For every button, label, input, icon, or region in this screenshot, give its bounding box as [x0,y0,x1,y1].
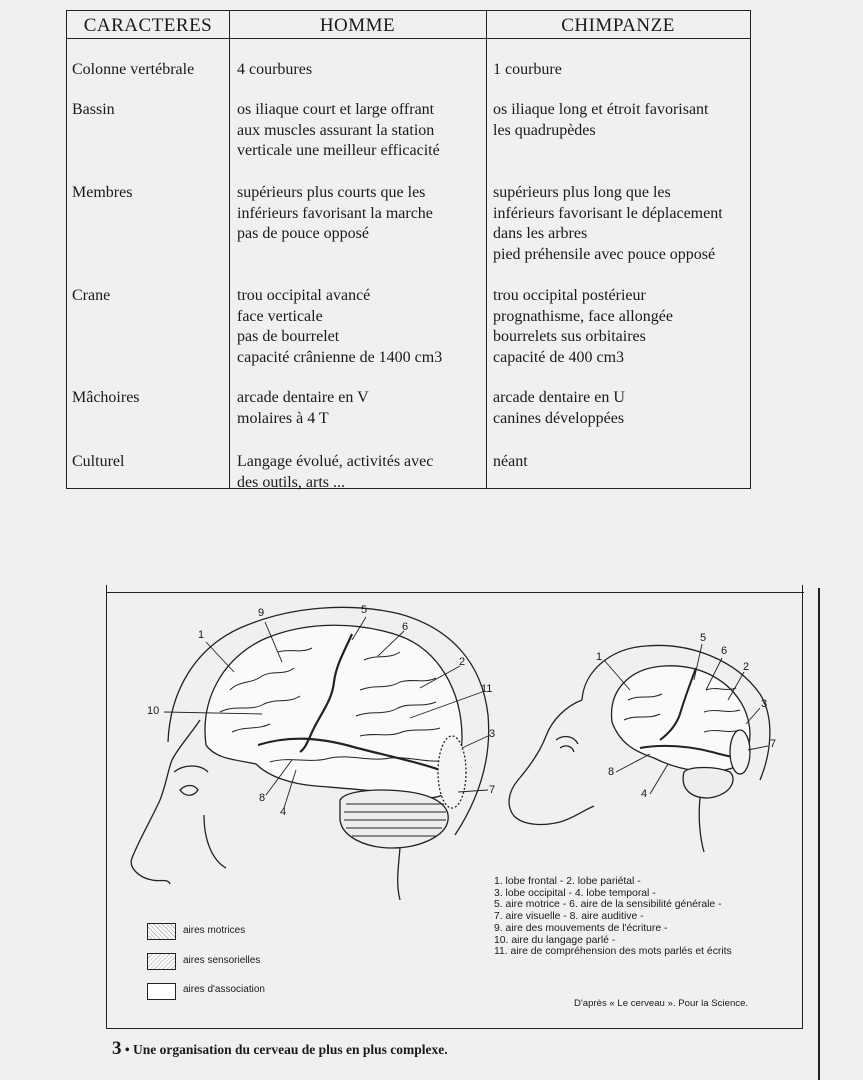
homme-bassin: os iliaque court et large offrant aux muscles assurant la station verticale une meilleur efficacité [237,101,440,160]
chimp-cerebellum [683,768,733,799]
human-label-8: 8 [259,792,266,804]
homme-machoires: arcade dentaire en V molaires à 4 T [237,389,369,427]
header-caracteres: CARACTERES [83,15,213,36]
chimp-machoires: arcade dentaire en U canines développées [493,389,625,427]
row-label-machoires: Mâchoires [72,389,140,406]
row-label-culturel: Culturel [72,453,125,470]
chimp-label-1: 1 [596,651,603,663]
legend-label-association: aires d'association [183,984,265,995]
chimp-label-4: 4 [641,788,648,800]
human-head-drawing [131,607,488,900]
chimp-label-8: 8 [608,766,615,778]
legend-label-motrices: aires motrices [183,925,246,936]
homme-culturel: Langage évolué, activités avec des outils, arts ... [237,453,434,491]
legend-swatch-sensorielles [147,953,176,970]
human-label-3: 3 [489,728,496,740]
chimp-eye-icon [560,746,574,752]
row-label-crane: Crane [72,287,111,304]
homme-colonne: 4 courbures [237,61,313,78]
header-chimpanze: CHIMPANZE [561,15,675,36]
row-label-colonne: Colonne vertébrale [72,61,195,78]
chimp-brain-outline [612,666,750,771]
human-occipital-region [438,736,466,808]
human-label-2: 2 [459,656,466,668]
figure-caption [112,1038,448,1060]
chimp-culturel: néant [493,453,528,470]
key-line: 11. aire de compréhension des mots parlés et écrits [494,946,732,958]
header-homme: HOMME [319,15,396,36]
homme-crane: trou occipital avancé face verticale pas de bourrelet capacité crânienne de 1400 cm3 [237,287,443,366]
chimp-head-drawing [509,644,770,852]
chimp-label-3: 3 [761,698,768,710]
chimp-label-5: 5 [700,632,707,644]
human-label-9: 9 [258,607,265,619]
key-line: 1. lobe frontal - 2. lobe pariétal - [494,876,641,887]
figure-credit: D'après « Le cerveau ». Pour la Science. [574,998,749,1009]
human-label-6: 6 [402,621,409,633]
human-label-5: 5 [361,604,368,616]
chimp-label-7: 7 [770,738,777,750]
key-line: 10. aire du langage parlé - [494,934,616,946]
chimp-colonne: 1 courbure [493,61,562,78]
caption-bullet: • [124,1042,130,1057]
human-cheek [204,815,226,868]
human-label-7: 7 [489,784,496,796]
chimp-crane: trou occipital postérieur prognathisme, face allongée bourrelets sus orbitaires capacité de 400 cm3 [493,287,673,366]
key-line: 9. aire des mouvements de l'écriture - [494,922,668,934]
chimp-face-profile [509,700,594,824]
human-label-1: 1 [198,629,205,641]
human-label-11: 11 [481,683,493,695]
human-brain-outline [205,625,462,798]
legend-label-sensorielles: aires sensorielles [183,955,261,966]
human-brainstem [398,848,400,900]
figure-key [494,876,732,958]
human-eye-icon [180,786,198,796]
chimp-occipital-region [730,730,750,774]
row-label-bassin: Bassin [72,101,115,118]
homme-membres: supérieurs plus courts que les inférieurs favorisant la marche pas de pouce opposé [237,184,433,243]
human-brow [174,766,208,772]
legend-swatch-motrices [147,923,176,940]
key-line: 3. lobe occipital - 4. lobe temporal - [494,887,656,899]
legend-swatch-association [147,983,176,1000]
row-label-membres: Membres [72,184,133,201]
human-cerebellum [340,790,448,848]
key-line: 7. aire visuelle - 8. aire auditive - [494,911,644,923]
chimp-label-6: 6 [721,645,728,657]
chimp-membres: supérieurs plus long que les inférieurs favorisant le déplacement dans les arbres pied préhensile avec pouce opposé [493,184,723,263]
human-face-profile [131,720,200,884]
chimp-brainstem [699,798,704,852]
chimp-brow [556,737,578,744]
caption-text: Une organisation du cerveau de plus en plus complexe. [132,1042,448,1057]
key-line: 5. aire motrice - 6. aire de la sensibilité générale - [494,899,722,911]
human-label-10: 10 [147,705,160,717]
human-label-4: 4 [280,806,287,818]
chimp-label-2: 2 [743,661,750,673]
caption-number: 3 [112,1038,122,1059]
chimp-bassin: os iliaque long et étroit favorisant les quadrupèdes [493,101,709,139]
